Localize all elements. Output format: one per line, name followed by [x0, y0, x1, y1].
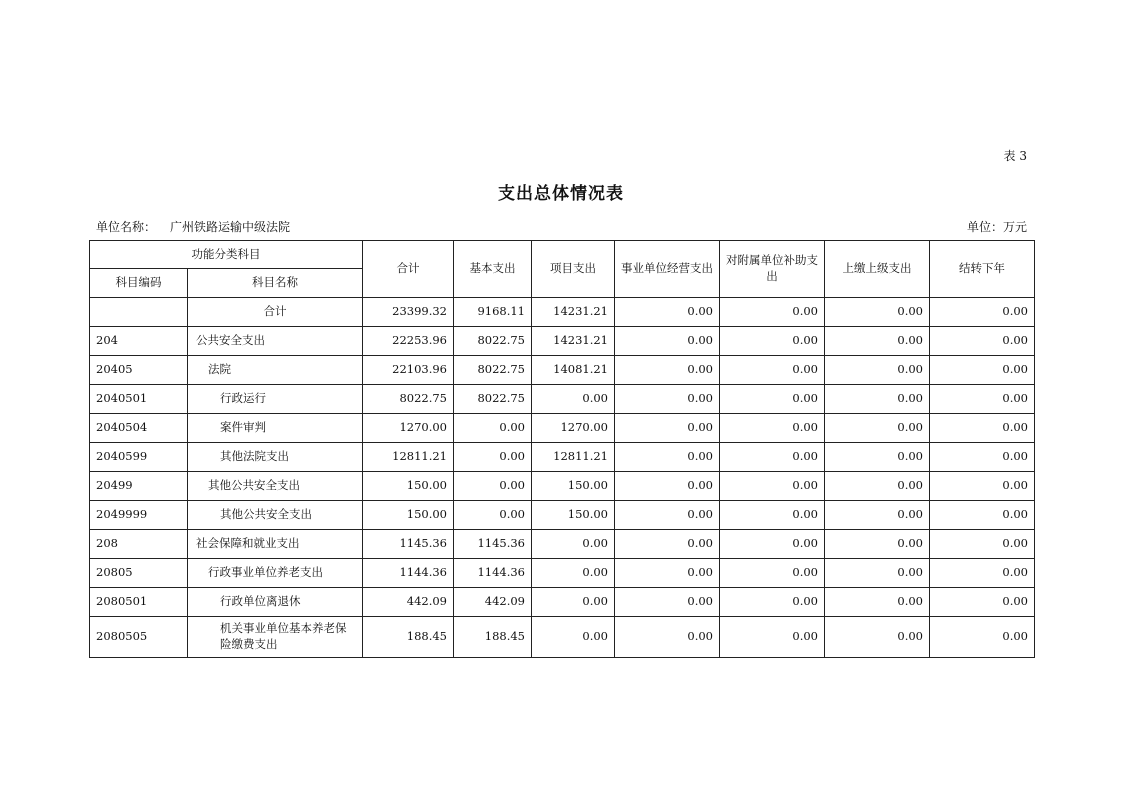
- row-subsidy: 0.00: [720, 501, 825, 530]
- header-project: 项目支出: [532, 241, 615, 298]
- header-code: 科目编码: [90, 269, 188, 298]
- table-row: [90, 414, 1035, 443]
- row-project: 150.00: [532, 501, 615, 530]
- row-total: 23399.32: [363, 298, 454, 327]
- row-project: 0.00: [532, 385, 615, 414]
- row-upper: 0.00: [825, 501, 930, 530]
- table-row: [90, 559, 1035, 588]
- row-project: 1270.00: [532, 414, 615, 443]
- row-total: 188.45: [363, 617, 454, 658]
- row-total: 150.00: [363, 501, 454, 530]
- row-carryover: 0.00: [930, 298, 1035, 327]
- row-project: 0.00: [532, 530, 615, 559]
- row-code: 204: [90, 327, 188, 356]
- header-upper: 上缴上级支出: [825, 241, 930, 298]
- row-operating: 0.00: [615, 472, 720, 501]
- table-row: [90, 356, 1035, 385]
- header-carryover: 结转下年: [930, 241, 1035, 298]
- row-name: 案件审判: [188, 414, 363, 443]
- row-code: 208: [90, 530, 188, 559]
- row-code: 2080501: [90, 588, 188, 617]
- table-row: [90, 617, 1035, 658]
- row-upper: 0.00: [825, 588, 930, 617]
- row-project: 14231.21: [532, 298, 615, 327]
- table-row: [90, 472, 1035, 501]
- row-subsidy: 0.00: [720, 617, 825, 658]
- row-project: 0.00: [532, 559, 615, 588]
- table-row: [90, 385, 1035, 414]
- row-name: 合计: [188, 298, 363, 327]
- row-upper: 0.00: [825, 530, 930, 559]
- row-basic: 1144.36: [454, 559, 532, 588]
- row-basic: 8022.75: [454, 356, 532, 385]
- row-total: 8022.75: [363, 385, 454, 414]
- header-basic: 基本支出: [454, 241, 532, 298]
- row-subsidy: 0.00: [720, 414, 825, 443]
- table-row: [90, 443, 1035, 472]
- row-subsidy: 0.00: [720, 385, 825, 414]
- row-code: [90, 298, 188, 327]
- row-total: 1145.36: [363, 530, 454, 559]
- row-subsidy: 0.00: [720, 559, 825, 588]
- unit-name-label: 单位名称：: [96, 220, 157, 234]
- row-subsidy: 0.00: [720, 298, 825, 327]
- row-project: 0.00: [532, 588, 615, 617]
- row-code: 2040501: [90, 385, 188, 414]
- row-total: 1270.00: [363, 414, 454, 443]
- row-total: 12811.21: [363, 443, 454, 472]
- row-total: 22103.96: [363, 356, 454, 385]
- row-basic: 9168.11: [454, 298, 532, 327]
- row-code: 2040504: [90, 414, 188, 443]
- row-carryover: 0.00: [930, 588, 1035, 617]
- row-operating: 0.00: [615, 327, 720, 356]
- header-total: 合计: [363, 241, 454, 298]
- row-operating: 0.00: [615, 356, 720, 385]
- row-operating: 0.00: [615, 617, 720, 658]
- row-upper: 0.00: [825, 356, 930, 385]
- header-operating: 事业单位经营支出: [615, 241, 720, 298]
- row-carryover: 0.00: [930, 443, 1035, 472]
- row-upper: 0.00: [825, 327, 930, 356]
- row-name: 其他法院支出: [188, 443, 363, 472]
- row-basic: 8022.75: [454, 327, 532, 356]
- row-code: 20405: [90, 356, 188, 385]
- row-operating: 0.00: [615, 530, 720, 559]
- row-name: 社会保障和就业支出: [188, 530, 363, 559]
- row-basic: 188.45: [454, 617, 532, 658]
- row-basic: 0.00: [454, 414, 532, 443]
- page-title: 支出总体情况表: [498, 184, 624, 204]
- row-basic: 442.09: [454, 588, 532, 617]
- row-project: 0.00: [532, 617, 615, 658]
- row-code: 20499: [90, 472, 188, 501]
- row-name: 机关事业单位基本养老保险缴费支出: [188, 617, 363, 658]
- row-operating: 0.00: [615, 298, 720, 327]
- row-upper: 0.00: [825, 472, 930, 501]
- row-basic: 1145.36: [454, 530, 532, 559]
- row-subsidy: 0.00: [720, 588, 825, 617]
- table-row: [90, 298, 1035, 327]
- row-project: 14231.21: [532, 327, 615, 356]
- row-carryover: 0.00: [930, 617, 1035, 658]
- header-subsidy: 对附属单位补助支出: [720, 241, 825, 298]
- row-carryover: 0.00: [930, 501, 1035, 530]
- row-name: 行政事业单位养老支出: [188, 559, 363, 588]
- table-row: [90, 327, 1035, 356]
- row-operating: 0.00: [615, 559, 720, 588]
- row-carryover: 0.00: [930, 356, 1035, 385]
- row-name: 法院: [188, 356, 363, 385]
- row-carryover: 0.00: [930, 530, 1035, 559]
- row-total: 150.00: [363, 472, 454, 501]
- row-upper: 0.00: [825, 414, 930, 443]
- row-name: 其他公共安全支出: [188, 501, 363, 530]
- row-basic: 0.00: [454, 472, 532, 501]
- row-upper: 0.00: [825, 559, 930, 588]
- row-project: 12811.21: [532, 443, 615, 472]
- unit-name-line: [96, 218, 290, 235]
- row-operating: 0.00: [615, 501, 720, 530]
- row-operating: 0.00: [615, 443, 720, 472]
- table-row: [90, 588, 1035, 617]
- row-upper: 0.00: [825, 443, 930, 472]
- row-total: 442.09: [363, 588, 454, 617]
- row-basic: 0.00: [454, 501, 532, 530]
- table-row: [90, 530, 1035, 559]
- row-carryover: 0.00: [930, 414, 1035, 443]
- row-name: 其他公共安全支出: [188, 472, 363, 501]
- row-name: 行政单位离退休: [188, 588, 363, 617]
- row-project: 150.00: [532, 472, 615, 501]
- row-total: 1144.36: [363, 559, 454, 588]
- row-code: 2040599: [90, 443, 188, 472]
- currency-unit: 单位：万元: [966, 220, 1027, 234]
- row-basic: 8022.75: [454, 385, 532, 414]
- row-name: 公共安全支出: [188, 327, 363, 356]
- unit-name-value: 广州铁路运输中级法院: [170, 220, 291, 234]
- row-subsidy: 0.00: [720, 443, 825, 472]
- row-upper: 0.00: [825, 385, 930, 414]
- row-carryover: 0.00: [930, 327, 1035, 356]
- row-operating: 0.00: [615, 385, 720, 414]
- row-subsidy: 0.00: [720, 530, 825, 559]
- row-upper: 0.00: [825, 617, 930, 658]
- row-subsidy: 0.00: [720, 356, 825, 385]
- table-row: [90, 501, 1035, 530]
- row-code: 2080505: [90, 617, 188, 658]
- row-carryover: 0.00: [930, 472, 1035, 501]
- header-name: 科目名称: [188, 269, 363, 298]
- row-subsidy: 0.00: [720, 472, 825, 501]
- row-code: 20805: [90, 559, 188, 588]
- row-name: 行政运行: [188, 385, 363, 414]
- row-code: 2049999: [90, 501, 188, 530]
- row-project: 14081.21: [532, 356, 615, 385]
- table-number: 表 3: [1003, 149, 1027, 163]
- row-carryover: 0.00: [930, 559, 1035, 588]
- row-upper: 0.00: [825, 298, 930, 327]
- row-operating: 0.00: [615, 588, 720, 617]
- expenditure-table: [89, 240, 1035, 658]
- row-basic: 0.00: [454, 443, 532, 472]
- header-func-class: 功能分类科目: [90, 241, 363, 269]
- row-carryover: 0.00: [930, 385, 1035, 414]
- row-total: 22253.96: [363, 327, 454, 356]
- row-operating: 0.00: [615, 414, 720, 443]
- row-subsidy: 0.00: [720, 327, 825, 356]
